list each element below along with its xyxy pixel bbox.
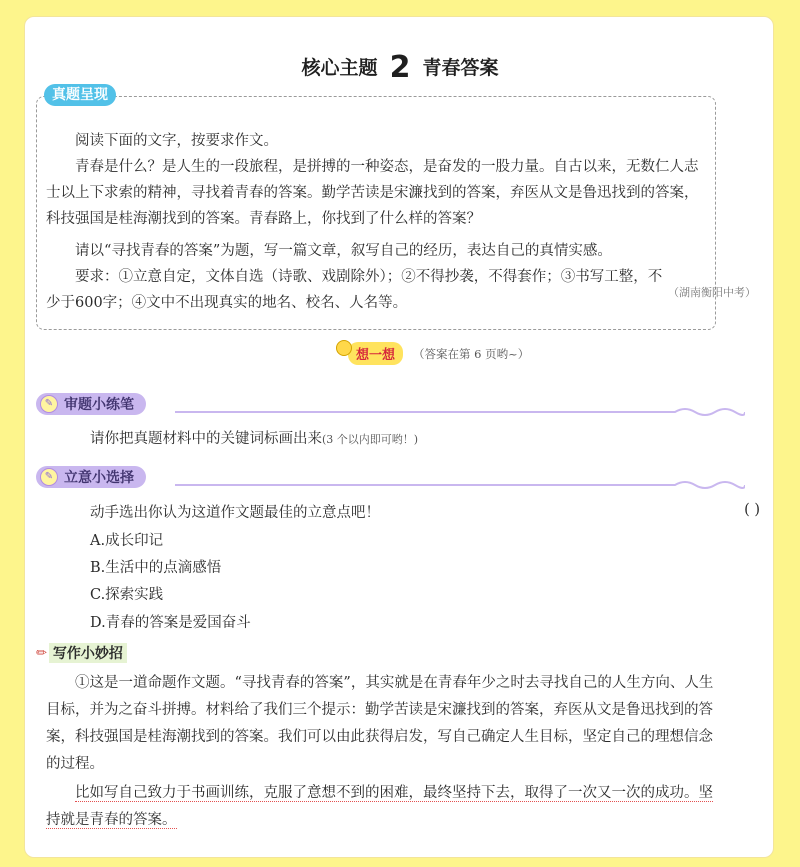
wave-divider xyxy=(175,478,745,492)
review-hint: (3 个以内即可哟！) xyxy=(322,433,419,446)
pencil-circle-icon: ✎ xyxy=(40,395,58,413)
wave-divider xyxy=(175,405,745,419)
exam-instruction: 阅读下面的文字，按要求作文。 xyxy=(75,133,278,149)
think-marker xyxy=(336,342,529,365)
pencil-circle-icon: ✎ xyxy=(40,468,58,486)
option-b[interactable]: B.生活中的点滴感悟 xyxy=(90,560,222,576)
option-c[interactable]: C.探索实践 xyxy=(90,587,164,603)
think-label: 想一想 xyxy=(348,342,403,365)
exam-passage: 青春是什么？是人生的一段旅程，是拼搏的一种姿态，是奋发的一股力量。自古以来，无数仁人志士以上下求索的精神，寻找着青春的答案。勤学苦读是宋濂找到的答案，弃医从文是鲁迅找到的答案，科技强国是桂海潮找到的答案。青春路上，你找到了什么样的答案？ xyxy=(46,159,699,227)
section-review xyxy=(36,393,146,415)
option-d[interactable]: D.青春的答案是爱国奋斗 xyxy=(90,615,251,631)
review-prompt-text: 请你把真题材料中的关键词标画出来 xyxy=(90,431,322,447)
tip-paragraph-1: ①这是一道命题作文题。“寻找青春的答案”，其实就是在青春年少之时去寻找自己的人生方向、人生目标，并为之奋斗拼搏。材料给了我们三个提示：勤学苦读是宋濂找到的答案，弃医从文是鲁迅找到的答案，科技强国是桂海潮找到的答案。我们可以由此获得启发，写自己确定人生目标，坚定自己的理想信念的过程。 xyxy=(46,675,714,772)
section-review-title: 审题小练笔 xyxy=(64,397,134,413)
think-note: （答案在第 6 页哟~） xyxy=(413,346,530,361)
tip-paragraph-2-text: 比如写自己致力于书画训练，克服了意想不到的困难，最终坚持下去，取得了一次又一次的成功。坚持就是青春的答案。 xyxy=(46,785,713,828)
page-title xyxy=(0,50,800,85)
section-review-prompt xyxy=(90,428,418,451)
title-suffix: 青春答案 xyxy=(422,57,499,79)
title-prefix: 核心主题 xyxy=(301,57,378,79)
tip-header xyxy=(36,642,127,664)
exam-task: 请以“寻找青春的答案”为题，写一篇文章，叙写自己的经历，表达自己的真情实感。 xyxy=(75,243,612,259)
option-a[interactable]: A.成长印记 xyxy=(90,533,164,549)
exam-source: （湖南衡阳中考） xyxy=(668,286,756,299)
tip-title: 写作小妙招 xyxy=(49,643,127,663)
pencil-icon: ✏ xyxy=(36,645,47,661)
choice-question: 动手选出你认为这道作文题最佳的立意点吧！ xyxy=(90,505,380,521)
lightbulb-icon xyxy=(336,340,352,356)
section-choice xyxy=(36,466,146,488)
section-choice-title: 立意小选择 xyxy=(64,470,134,486)
answer-paren[interactable]: ( ) xyxy=(744,502,760,518)
exam-requirements: 要求：①立意自定，文体自选（诗歌、戏剧除外）；②不得抄袭，不得套作；③书写工整，不少于600字；④文中不出现真实的地名、校名、人名等。 xyxy=(46,269,663,311)
tip-paragraph-2 xyxy=(46,780,714,834)
title-number: 2 xyxy=(389,50,411,85)
exam-badge: 真题呈现 xyxy=(44,84,116,106)
